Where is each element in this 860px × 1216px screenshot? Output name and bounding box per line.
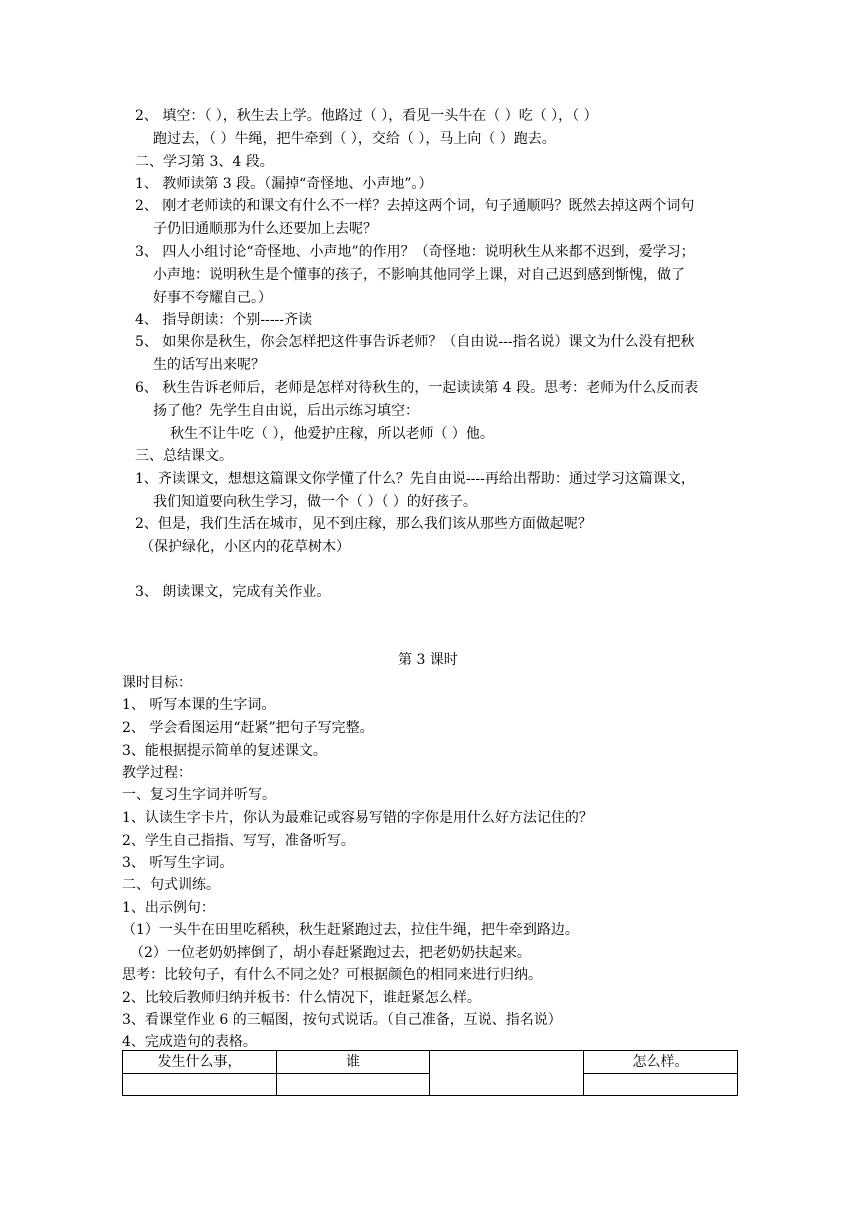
- text-line: 1、齐读课文，想想这篇课文你学懂了什么？先自由说----再给出帮助：通过学习这篇课文，: [135, 471, 695, 487]
- text-line: 小声地：说明秋生是个懂事的孩子，不影响其他同学上课，对自己迟到感到惭愧，做了: [153, 267, 685, 283]
- text-line: 秋生不让牛吃（ ），他爱护庄稼，所以老师（ ）他。: [170, 426, 494, 442]
- text-line: 二、学习第 3、4 段。: [135, 154, 274, 170]
- text-line: 2、学生自己指指、写写，准备听写。: [122, 833, 355, 849]
- text-line: 1、 听写本课的生字词。: [122, 697, 276, 713]
- text-line: 2、 填空：（ ），秋生去上学。他路过（ ），看见一头牛在（ ）吃（ ），（ ）: [135, 108, 598, 124]
- text-line: 6、 秋生告诉老师后，老师是怎样对待秋生的，一起读读第 4 段。思考：老师为什么反而表: [135, 380, 699, 396]
- table-header-cell: 怎么样。: [584, 1051, 737, 1074]
- text-line: 1、出示例句：: [122, 900, 215, 916]
- text-line: 3、看课堂作业 6 的三幅图，按句式说话。（自己准备，互说、指名说）: [122, 1012, 562, 1028]
- text-line: 3、 四人小组讨论“奇怪地、小声地”的作用？（奇怪地：说明秋生从来都不迟到，爱学习；: [135, 244, 695, 260]
- text-line: 5、 如果你是秋生，你会怎样把这件事告诉老师？（自由说---指名说）课文为什么没有把秋: [135, 334, 695, 350]
- table-cell: [277, 1074, 430, 1095]
- text-line: 4、完成造句的表格。: [122, 1034, 257, 1050]
- text-line: 4、 指导朗读：个别-----齐读: [135, 312, 313, 328]
- text-line: 我们知道要向秋生学习，做一个（ ）（ ）的好孩子。: [153, 494, 477, 510]
- text-line: 教学过程：: [122, 765, 192, 781]
- text-line: 第 3 课时: [398, 652, 458, 668]
- text-line: 2、比较后教师归纳并板书：什么情况下，谁赶紧怎么样。: [122, 990, 481, 1006]
- text-line: 2、 学会看图运用“赶紧”把句子写完整。: [122, 720, 374, 736]
- text-line: 1、 教师读第 3 段。（漏掉“奇怪地、小声地”。）: [135, 176, 433, 192]
- table-header-cell: 发生什么事，: [123, 1051, 277, 1074]
- text-line: 跑过去，（ ）牛绳，把牛牵到（ ），交给（ ），马上向（ ）跑去。: [153, 131, 556, 147]
- text-line: （1）一头牛在田里吃稻秧，秋生赶紧跑过去，拉住牛绳，把牛牵到路边。: [122, 922, 579, 938]
- text-line: 三、总结课文。: [135, 448, 233, 464]
- text-line: 2、 刚才老师读的和课文有什么不一样？去掉这两个词，句子通顺吗？既然去掉这两个词句: [135, 198, 695, 214]
- text-line: 子仍旧通顺那为什么还要加上去呢？: [153, 221, 377, 237]
- text-line: 1、认读生字卡片，你认为最难记或容易写错的字你是用什么好方法记住的？: [122, 810, 593, 826]
- text-line: 2、但是，我们生活在城市，见不到庄稼，那么我们该从那些方面做起呢？: [135, 516, 592, 532]
- table-header-cell: 谁: [277, 1051, 430, 1074]
- sentence-table: [122, 1050, 738, 1096]
- table-cell: [123, 1074, 277, 1095]
- text-line: 好事不夸耀自己。）: [153, 290, 272, 306]
- text-line: 课时目标：: [122, 675, 192, 691]
- text-line: 二、句式训练。: [122, 877, 220, 893]
- text-line: （2）一位老奶奶摔倒了，胡小春赶紧跑过去，把老奶奶扶起来。: [130, 945, 531, 961]
- text-line: 3、 朗读课文，完成有关作业。: [135, 584, 331, 600]
- text-line: （保护绿化，小区内的花草树木）: [140, 539, 350, 555]
- table-cell: [584, 1074, 737, 1095]
- text-line: 3、 听写生字词。: [122, 855, 234, 871]
- text-line: 3、能根据提示简单的复述课文。: [122, 743, 327, 759]
- table-merged-cell: [430, 1051, 584, 1096]
- text-line: 一、复习生字词并听写。: [122, 787, 276, 803]
- text-line: 生的话写出来呢？: [153, 357, 265, 373]
- text-line: 扬了他？先学生自由说，后出示练习填空：: [153, 403, 419, 419]
- text-line: 思考：比较句子，有什么不同之处？可根据颜色的相同来进行归纳。: [122, 967, 542, 983]
